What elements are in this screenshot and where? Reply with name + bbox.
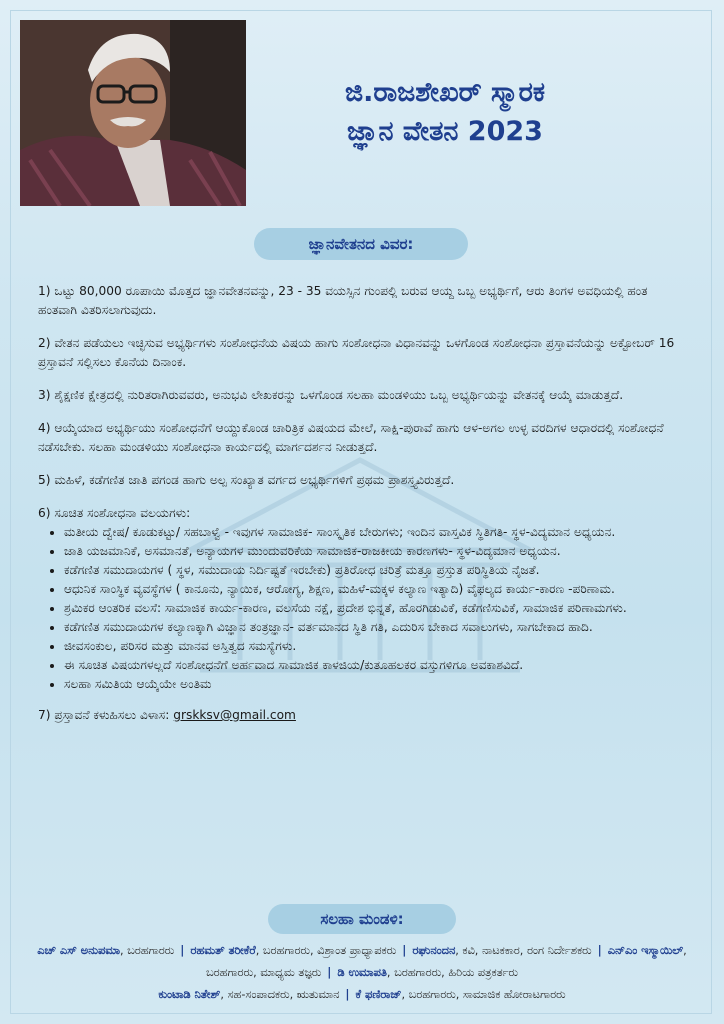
separator: | [180, 944, 185, 957]
advisory-panel-heading: ಸಲಹಾ ಮಂಡಳಿ: [268, 904, 456, 934]
separator: | [327, 966, 332, 979]
areas-heading: 6) ಸೂಚಿತ ಸಂಶೋಧನಾ ವಲಯಗಳು: [38, 506, 191, 520]
paragraph-5: 5) ಮಹಿಳೆ, ಕಡೆಗಣಿತ ಜಾತಿ ಪಗಂಡ ಹಾಗು ಅಲ್ಪ ಸಂಖ್ಯಾತ ವರ್ಗದ ಅಭ್ಯರ್ಥಿಗಳಿಗೆ ಪ್ರಥಮ ಪ್ರಾಶಸ್ತ್ಯವಿರುತ್ತದೆ. [38, 473, 455, 487]
contact-line [38, 706, 688, 725]
member-name: ಕುಂಟಾಡಿ ನಿತೇಶ್ [158, 988, 221, 1001]
paragraph-1: 1) ಒಟ್ಟು 80,000 ರೂಪಾಯಿ ಮೊತ್ತದ ಜ್ಞಾನವೇತನವನ್ನು, 23 - 35 ವಯಸ್ಸಿನ ಗುಂಪಲ್ಲಿ ಬರುವ ಆಯ್ದ ಒಬ್ಬ ಅಭ್ಯರ್ಥಿಗೆ, ಆರು ತಿಂಗಳ ಅವಧಿಯಲ್ಲಿ ಹಂತ ಹಂತವಾಗಿ ವಿತರಿಸಲಾಗುವುದು. [38, 284, 648, 317]
member-name: ಎನ್‌ಎಂ ಇಸ್ಮಾಯಿಲ್ [607, 944, 684, 957]
member-name: ಡಿ ಉಮಾಪತಿ [337, 966, 387, 979]
member-role: , ಬರಹಗಾರರು, ಮಾಧ್ಯಮ ತಜ್ಞರು [206, 944, 687, 979]
advisory-panel-members [22, 940, 702, 1006]
portrait-photo [20, 20, 246, 206]
member-role: , ಬರಹಗಾರರು, ಹಿರಿಯ ಪತ್ರಕರ್ತರು [386, 966, 518, 979]
list-item: • ಕಡೆಗಣಿತ ಸಮುದಾಯಗಳ ( ಸ್ಥಳ, ಸಮುದಾಯ ನಿರ್ದಿಷ್ಟತೆ ಇರಬೇಕು) ಪ್ರತಿರೋಧ ಚರಿತ್ರೆ ಮತ್ತೂ ಪ್ರಸ್ತುತ ಪರಿಸ್ಥಿತಿಯ ನೈಜತೆ. [64, 561, 688, 580]
details-heading: ಜ್ಞಾನವೇತನದ ವಿವರ: [254, 228, 468, 260]
list-item: • ಈ ಸೂಚಿತ ವಿಷಯಗಳಲ್ಲದೆ ಸಂಶೋಧನೆಗೆ ಅರ್ಹವಾದ ಸಾಮಾಜಿಕ ಕಾಳಜಿಯ/ಕುತೂಹಲಕರ ವಸ್ತುಗಳಿಗೂ ಅವಕಾಶವಿದೆ. [64, 656, 688, 675]
separator: | [597, 944, 602, 957]
list-item: • ಜೀವಸಂಕುಲ, ಪರಿಸರ ಮತ್ತು ಮಾನವ ಅಸ್ತಿತ್ವದ ಸಮಸ್ಯೆಗಳು. [64, 637, 688, 656]
list-item: • ಕಡೆಗಣಿತ ಸಮುದಾಯಗಳ ಕಲ್ಯಾಣಕ್ಕಾಗಿ ವಿಜ್ಞಾನ ತಂತ್ರಜ್ಞಾನ- ವರ್ತಮಾನದ ಸ್ಥಿತಿ ಗತಿ, ಎದುರಿಸ ಬೇಕಾದ ಸವಾಲುಗಳು, ಸಾಗಬೇಕಾದ ಹಾದಿ. [64, 618, 688, 637]
page-title [270, 74, 620, 152]
research-areas-list [38, 523, 688, 694]
panel-member [356, 988, 566, 1001]
member-name: ರಹಮತ್ ತರೀಕೆರೆ [190, 944, 256, 957]
list-item: • ಶ್ರಮಿಕರ ಆಂತರಿಕ ವಲಸೆ: ಸಾಮಾಜಿಕ ಕಾರ್ಯ-ಕಾರಣ, ವಲಸೆಯ ನಕ್ಷೆ, ಪ್ರದೇಶ ಭಿನ್ನತೆ, ಹೊರಗಿಡುವಿಕೆ, ಕಡೆಗಣಿಸುವಿಕೆ, ಸಾಮಾಜಿಕ ಪರಿಣಾಮಗಳು. [64, 599, 688, 618]
member-name: ರಘುನಂದನ [412, 944, 456, 957]
separator: | [402, 944, 407, 957]
panel-member [337, 966, 518, 979]
panel-member [37, 944, 174, 957]
title-line-1: ಜಿ.ರಾಜಶೇಖರ್ ಸ್ಮಾರಕ [344, 77, 546, 108]
panel-member [158, 988, 339, 1001]
list-item: • ಮತೀಯ ದ್ವೇಷ/ ಕೂಡುಕಟ್ಟು/ ಸಹಬಾಳ್ವೆ - ಇವುಗಳ ಸಾಮಾಜಿಕ- ಸಾಂಸ್ಕೃತಿಕ ಬೇರುಗಳು; ಇಂದಿನ ವಾಸ್ತವಿಕ ಸ್ಥಿತಿಗತಿ- ಸ್ಥಳ-ವಿದ್ಯಮಾನ ಅಧ್ಯಯನ. [64, 523, 688, 542]
panel-member [190, 944, 396, 957]
paragraph-2: 2) ವೇತನ ಪಡೆಯಲು ಇಚ್ಛಿಸುವ ಅಭ್ಯರ್ಥಿಗಳು ಸಂಶೋಧನೆಯ ವಿಷಯ ಹಾಗು ಸಂಶೋಧನಾ ವಿಧಾನವನ್ನು ಒಳಗೊಂಡ ಸಂಶೋಧನಾ ಪ್ರಸ್ತಾವನೆಯನ್ನು ಅಕ್ಟೋಬರ್ 16 ಪ್ರಸ್ತಾವನೆ ಸಲ್ಲಿಸಲು ಕೊನೆಯ ದಿನಾಂಕ. [38, 336, 675, 369]
paragraph-3: 3) ಶೈಕ್ಷಣಿಕ ಕ್ಷೇತ್ರದಲ್ಲಿ ನುರಿತರಾಗಿರುವವರು, ಅನುಭವಿ ಲೇಖಕರನ್ನು ಒಳಗೊಂಡ ಸಲಹಾ ಮಂಡಳಿಯು ಒಬ್ಬ ಅಭ್ಯರ್ಥಿಯನ್ನು ವೇತನಕ್ಕೆ ಆಯ್ಕೆ ಮಾಡುತ್ತದೆ. [38, 388, 624, 402]
member-role: , ಕವಿ, ನಾಟಕಕಾರ, ರಂಗ ನಿರ್ದೇಶಕರು [455, 944, 592, 957]
member-name: ಎಚ್ ಎಸ್ ಅನುಪಮಾ [37, 944, 120, 957]
separator: | [345, 988, 350, 1001]
member-role: , ಸಹ-ಸಂಪಾದಕರು, ಋತುಮಾನ [220, 988, 340, 1001]
panel-member [412, 944, 591, 957]
list-item: • ಆಧುನಿಕ ಸಾಂಸ್ಥಿಕ ವ್ಯವಸ್ಥೆಗಳ ( ಕಾನೂನು, ನ್ಯಾಯಿಕ, ಆರೋಗ್ಯ, ಶಿಕ್ಷಣ, ಮಹಿಳೆ-ಮಕ್ಕಳ ಕಲ್ಯಾಣ ಇತ್ಯಾದಿ) ವೈಫಲ್ಯದ ಕಾರ್ಯ-ಕಾರಣ -ಪರಿಣಾಮ. [64, 580, 688, 599]
list-item: • ಸಲಹಾ ಸಮಿತಿಯ ಆಯ್ಕೆಯೇ ಅಂತಿಮ [64, 675, 688, 694]
email-link[interactable]: grskksv@gmail.com [173, 708, 296, 722]
details-content [38, 282, 688, 725]
member-role: , ಬರಹಗಾರರು [119, 944, 175, 957]
paragraph-4: 4) ಆಯ್ಕೆಯಾದ ಅಭ್ಯರ್ಥಿಯು ಸಂಶೋಧನೆಗೆ ಆಯ್ದುಕೊಂಡ ಚಾರಿತ್ರಿಕ ವಿಷಯದ ಮೇಲೆ, ಸಾಕ್ಷಿ-ಪುರಾವೆ ಹಾಗು ಆಳ-ಅಗಲ ಉಳ್ಳ ವರದಿಗಳ ಆಧಾರದಲ್ಲಿ ಸಂಶೋಧನೆ ನಡೆಸಬೇಕು. ಸಲಹಾ ಮಂಡಳಿಯು ಸಂಶೋಧನಾ ಕಾರ್ಯದಲ್ಲಿ ಮಾರ್ಗದರ್ಶನ ನೀಡುತ್ತದೆ. [38, 421, 664, 454]
title-line-2: ಜ್ಞಾನ ವೇತನ 2023 [347, 116, 543, 147]
contact-label: 7) ಪ್ರಸ್ತಾವನೆ ಕಳುಹಿಸಲು ವಿಳಾಸ: [38, 708, 170, 722]
list-item: • ಜಾತಿ ಯಜಮಾನಿಕೆ, ಅಸಮಾನತೆ, ಅನ್ಯಾಯಗಳ ಮುಂದುವರಿಕೆಯ ಸಾಮಾಜಿಕ-ರಾಜಕೀಯ ಕಾರಣಗಳು- ಸ್ಥಳ-ವಿದ್ಯಮಾನ ಅಧ್ಯಯನ. [64, 542, 688, 561]
member-role: , ಬರಹಗಾರರು, ಸಾಮಾಜಿಕ ಹೋರಾಟಗಾರರು [401, 988, 566, 1001]
member-role: , ಬರಹಗಾರರು, ವಿಶ್ರಾಂತ ಪ್ರಾಧ್ಯಾಪಕರು [255, 944, 397, 957]
member-name: ಕೆ ಫಣಿರಾಜ್ [355, 988, 402, 1001]
